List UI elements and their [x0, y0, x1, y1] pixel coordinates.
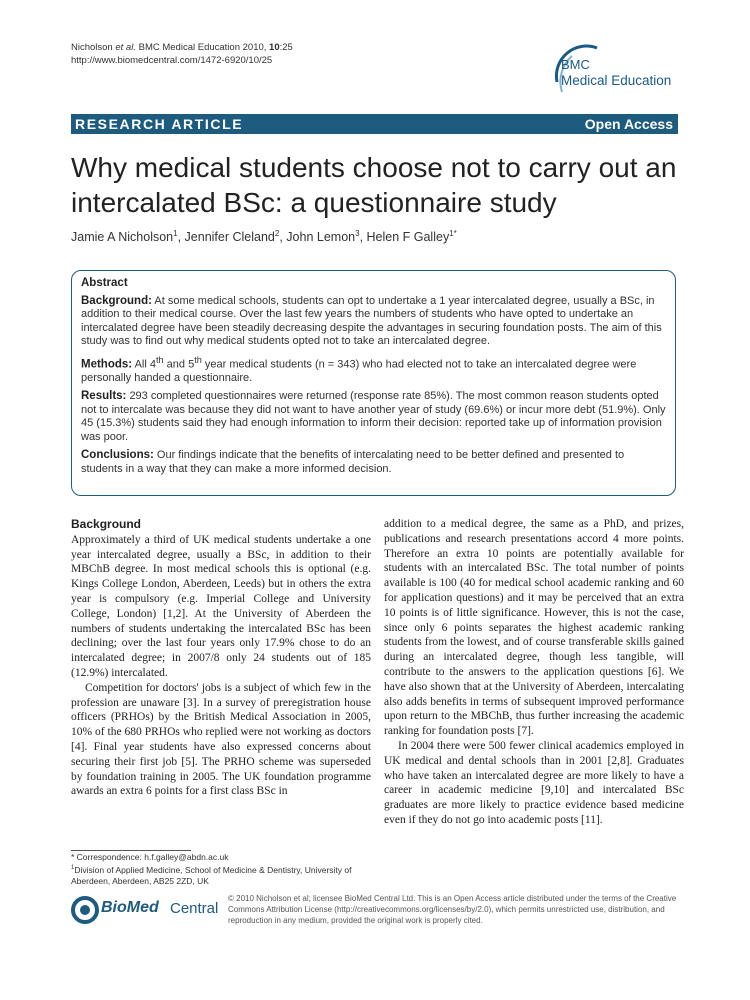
abstract-box	[71, 270, 676, 496]
author-name[interactable]: Jamie A Nicholson	[71, 230, 174, 245]
citation-header	[71, 41, 293, 67]
citation-line: Nicholson et al. BMC Medical Education 2010, 10:25	[71, 42, 293, 53]
body-paragraph: Competition for doctors' jobs is a subject of which few in the profession are unaware [3]. In a survey of preregistration house officers (PRHOs) by the British Medical Association in 2005, 10% of the 680 PRHOs who replied were not working as doctors [4]. Final year students have also expressed concerns about securing their first job [5]. The PRHO scheme was superseded by foundation training in 2005. The UK foundation programme awards an extra 6 points for a first class BSc in	[71, 681, 371, 798]
author-affiliation: 3	[355, 229, 360, 238]
abstract-results: Results: 293 completed questionnaires were returned (response rate 85%). The most common reason students opted not to intercalate was because they did not want to have another year of study (69.6%) or incur more debt (51.9%). Only 45 (15.3%) students said they had enough information to inform their decision: reported take up of information provision was poor.	[81, 390, 666, 443]
article-type: RESEARCH ARTICLE	[75, 116, 244, 132]
abstract-conclusions: Conclusions: Our findings indicate that the benefits of intercalating need to be better defined and presented to students in a way that they can make a more informed decision.	[81, 449, 625, 475]
article-title: Why medical students choose not to carry out an intercalated BSc: a questionnaire study	[71, 152, 677, 218]
article-type-band	[71, 114, 678, 134]
article-url[interactable]: http://www.biomedcentral.com/1472-6920/10/25	[71, 55, 273, 66]
journal-logo-line1: BMC	[561, 57, 590, 72]
journal-logo	[552, 42, 682, 100]
biomed-central-swirl-icon	[71, 893, 99, 927]
author-name[interactable]: Jennifer Cleland	[184, 230, 275, 245]
abstract-heading: Abstract	[81, 277, 128, 289]
abstract-background: Background: At some medical schools, students can opt to undertake a 1 year intercalated degree, usually a BSc, in addition to their medical course. Over the last few years the numbers of students who have opted to undertake an intercalated degree have been steadily decreasing despite the advantages in securing foundation posts. The aim of this study was to find out why medical students opted not to take an intercalated degree.	[81, 294, 662, 347]
footnotes	[71, 852, 371, 887]
author-name[interactable]: Helen F Galley	[366, 230, 450, 245]
logo-word-central: Central	[170, 900, 219, 917]
body-column-left	[71, 517, 371, 799]
correspondence-note[interactable]: * Correspondence: h.f.galley@abdn.ac.uk	[71, 852, 229, 862]
body-paragraph: addition to a medical degree, the same as a PhD, and prizes, publications and research presentations accord 4 more points. Therefore an extra 10 points are potentially available for students with an intercalated BSc. The total number of points available is 100 (40 for medical school academic ranking and 60 for application questions) and it may be perceived that an extra 10 points is of little significance. However, this is not the case, since only 6 points separates the highest academic ranking students from the lowest, and of course transferable skills gained during an intercalated degree, though less tangible, will contribute to the answers to the application questions [6]. We have also shown that at the University of Aberdeen, intercalating also adds benefits in terms of subsequent improved performance upon return to the MBChB, thus further increasing the academic ranking for foundation posts [7].	[384, 518, 684, 738]
footnote-divider	[71, 850, 191, 851]
body-paragraph: In 2004 there were 500 fewer clinical academics employed in UK medical and dental schools than in 2001 [2,8]. Graduates who have taken an intercalated degree are more likely to have a career in academic medicine [9,10] and intercalated BSc graduates are more likely to practice evidence based medicine even if they do not go into academic posts [11].	[384, 739, 684, 826]
license-statement: © 2010 Nicholson et al; licensee BioMed Central Ltd. This is an Open Access article distributed under the terms of the Creative Commons Attribution License (http://creativecommons.org/licenses/by/2.0), which permits unrestricted use, distribution, and reproduction in any medium, provided the original work is properly cited.	[228, 894, 677, 925]
journal-logo-line2: Medical Education	[561, 73, 672, 88]
author-affiliation: 1*	[449, 229, 457, 238]
affiliation-note: $^1$Division of Applied Medicine, School of Medicine & Dentistry, University of Aberdeen, Aberdeen, AB25 2ZD, UK	[71, 864, 352, 886]
open-access-label: Open Access	[584, 116, 673, 132]
body-column-right	[384, 517, 684, 828]
author-affiliation: 1	[173, 229, 178, 238]
biomed-central-logo	[71, 893, 219, 929]
abstract-methods: Methods: All 4th and 5th year medical students (n = 343) who had elected not to take an intercalated degree were personally handed a questionnaire.	[81, 354, 637, 384]
author-list: Jamie A Nicholson$^1$, Jennifer Cleland$^2$, John Lemon$^3$, Helen F Galley$^{1*}$	[71, 229, 457, 245]
body-paragraph: Approximately a third of UK medical students undertake a one year intercalated degree, usually a BSc, in addition to their MBChB degree. In most medical schools this is optional (e.g. Kings College London, Aberdeen, Leeds) but in others the extra year is compulsory (e.g. Imperial College and University College, London) [1,2]. At the University of Aberdeen the numbers of students undertaking the intercalated BSc has been declining; over the last four years only 17.9% chose to do an intercalated degree; in 2007/8 only 24 students out of 185 (12.9%) intercalated.	[71, 533, 371, 679]
section-heading-background: Background	[71, 517, 142, 531]
logo-word-biomed: BioMed	[101, 899, 159, 916]
author-affiliation: 2	[274, 229, 280, 238]
author-name[interactable]: John Lemon	[286, 230, 356, 245]
